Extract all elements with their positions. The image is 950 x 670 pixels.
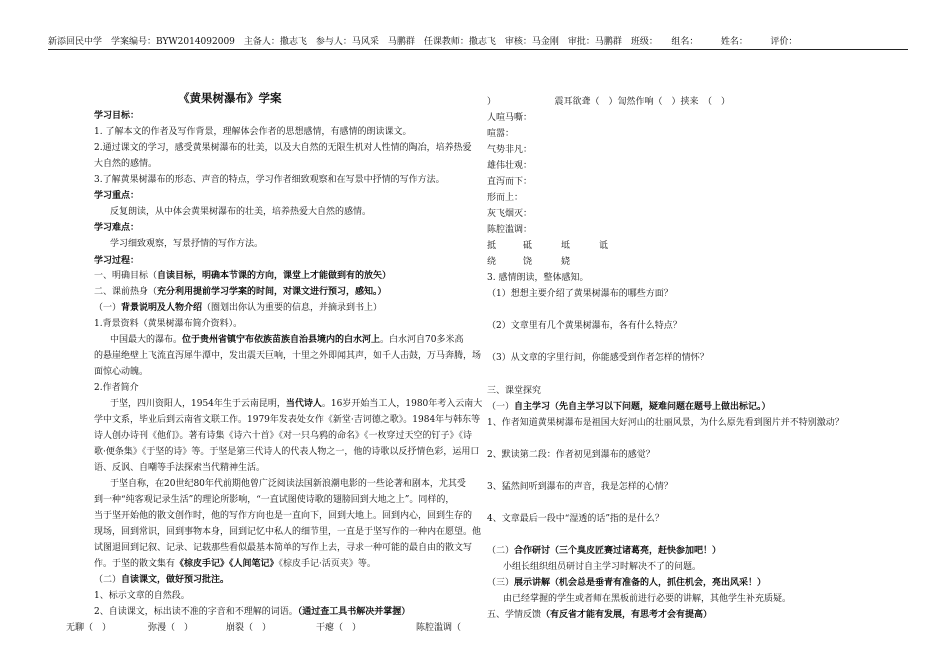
step-2: 二、课前热身（充分利用提前学习学案的时间，对课文进行预习，感知。）: [94, 287, 387, 297]
word-item: 直泻而下：: [487, 177, 533, 187]
char-item: 砥: [523, 241, 533, 251]
reading-q2: （2）文章里有几个黄果树瀑布，各有什么特点？: [487, 321, 682, 331]
vocab-item: 弥漫（ ）: [148, 623, 194, 633]
difficulty-heading: 学习难点：: [94, 223, 140, 233]
vocab-continued: ） 震耳欲聋（ ）訇然作响（ ）挟来 （ ）: [487, 97, 731, 107]
word-item: 喧嚣：: [487, 129, 515, 139]
presentation-heading: （三）展示讲解（机会总是垂青有准备的人，抓住机会，亮出风采！）: [487, 578, 767, 588]
author-line-7: 到一种“纯客观记录生活”的理论所影响，“一直试图使诗歌的翅膀回到大地之上”。同样的，: [94, 495, 455, 505]
author-line-5: 语、反讽、自嘲等手法探索当代精神生活。: [94, 463, 266, 473]
author-line-11: 作。于坚的散文集有《棕皮手记》《人间笔记》《棕皮手记·活页夹》等。: [94, 559, 376, 569]
vocab-item: 干瘪（ ）: [316, 623, 362, 633]
presentation-text: 由已经掌握的学生或者师在黑板前进行必要的讲解，其他学生补充质疑。: [503, 594, 792, 604]
question-3: 3、猛然间听到瀑布的声音，我是怎样的心情？: [487, 482, 673, 492]
char-item: 抵: [487, 241, 497, 251]
author-line-3: 诗人创办诗刊《他们》。著有诗集《诗六十首》《对一只乌鸦的命名》《一枚穿过天空的钉子》《诗: [94, 431, 473, 441]
char-item: 坻: [561, 241, 571, 251]
author-line-10: 试图退回到记叙、记录、记载那些看似最基本简单的写作上去，寻求一种可能的最自由的散文写: [94, 543, 473, 553]
goals-heading: 学习目标：: [94, 111, 140, 121]
author-line-6: 于坚自称，在20世纪80年代前期他曾广泛阅读法国新浪潮电影的一些论著和剧本，尤其受: [110, 479, 466, 489]
goal-2a: 2.通过课文的学习，感受黄果树瀑布的壮美，以及大自然的无限生机对人性情的陶冶，培养热爱: [94, 143, 472, 153]
word-item: 气势非凡：: [487, 145, 533, 155]
process-heading: 学习过程：: [94, 256, 140, 266]
author-line-1: 于坚，四川资阳人，1954年生于云南昆明，当代诗人。16岁开始当工人，1980年考入云南大: [110, 399, 483, 409]
vocab-item: 无聊（ ）: [66, 623, 112, 633]
reading-step: 3. 感情朗读，整体感知。: [487, 273, 589, 283]
section-3-heading: 三、课堂探究: [487, 386, 542, 396]
step-2-1: （一）背景说明及人物介绍（圈划出你认为重要的信息，并摘录到书上）: [94, 303, 383, 313]
background-line-1: 中国最大的瀑布。位于贵州省镇宁布依族苗族自治县境内的白水河上。白水河自70多米高: [110, 335, 464, 345]
step-2-2-2: 2、自读课文，标出读不准的字音和不理解的词语。（通过查工具书解决并掌握）: [94, 607, 411, 617]
word-item: 人喧马嘶：: [487, 113, 533, 123]
author-line-9: 现场，回到常识，回到事物本身，回到记忆中私人的细节里，一直是于坚写作的一种内在愿望。他: [94, 527, 482, 537]
word-item: 陈腔滥调：: [487, 225, 533, 235]
char-item: 诋: [599, 241, 609, 251]
word-item: 形而上：: [487, 193, 524, 203]
char-item: 绕: [487, 257, 497, 267]
author-line-4: 歌·便条集》《于坚的诗》等。于坚是第三代诗人的代表人物之一，他的诗歌以反抒情色彩，运用口: [94, 447, 480, 457]
reading-q3: （3）从文章的字里行间，你能感受到作者怎样的情怀？: [487, 353, 709, 363]
goal-3: 3.了解黄果树瀑布的形态、声音的特点，学习作者细致观察和在写景中抒情的写作方法。: [94, 175, 445, 185]
background-line-2: 的悬崖绝壁上飞流直泻犀牛潭中，发出震天巨响，十里之外即闻其声，如千人击鼓，万马奔腾，场: [94, 351, 482, 361]
vocab-item: 崩裂（ ）: [226, 623, 272, 633]
question-1: 1、作者知道黄果树瀑布是祖国大好河山的壮丽风景，为什么原先看到图片并不特别激动？: [487, 418, 844, 428]
page-header: 新添回民中学 学案编号：BYW2014092009 主备人：撒志飞 参与人：马风采 马鹏群 任课教师：撒志飞 审核：马金刚 审批：马鹏群 班级： 组名： 姓名： 评价：: [48, 34, 908, 50]
cooperation-heading: （二）合作研讨（三个臭皮匠赛过诸葛亮，赶快参加吧！）: [487, 546, 722, 556]
author-line-2: 学中文系，毕业后到云南省文联工作。1979年发表处女作《新堂·吉诃德之歌》。1984年与韩东等: [94, 415, 481, 425]
background-heading: 1.背景资料（黄果树瀑布简介资料）。: [94, 319, 243, 329]
self-study-heading: （一）自主学习（先自主学习以下问题，疑难问题在题号上做出标记。）: [487, 402, 771, 412]
difficulty-text: 学习细致观察，写景抒情的写作方法。: [110, 239, 264, 249]
vocab-item: 陈腔滥调（: [416, 623, 462, 633]
feedback-heading: 五、学情反馈（有反省才能有发展，有思考才会有提高）: [487, 610, 713, 620]
background-line-3: 面惊心动魄。: [94, 367, 149, 377]
reading-q1: （1）想想主要介绍了黄果树瀑布的哪些方面？: [487, 289, 673, 299]
char-item: 娆: [561, 257, 571, 267]
step-2-2: （二）自读课文，做好预习批注。: [94, 575, 230, 585]
key-heading: 学习重点：: [94, 191, 140, 201]
step-1: 一、明确目标（自读目标，明确本节课的方向，课堂上才能做到有的放矢）: [94, 271, 392, 281]
question-4: 4、文章最后一段中“湿透的话”指的是什么？: [487, 514, 664, 524]
goal-2b: 大自然的感情。: [94, 159, 158, 169]
page-title: 《黄果树瀑布》学案: [178, 91, 282, 105]
question-2: 2、默读第二段：作者初见到瀑布的感觉？: [487, 450, 655, 460]
cooperation-text: 小组长组织组员研讨自主学习时解决不了的问题。: [503, 562, 702, 572]
author-line-8: 当于坚开始他的散文创作时，他的写作方向也是一直向下，回到大地上。回到内心，回到生存的: [94, 511, 473, 521]
key-text: 反复朗读，从中体会黄果树瀑布的壮美，培养热爱大自然的感情。: [110, 207, 372, 217]
goal-1: 1. 了解本文的作者及写作背景，理解体会作者的思想感情，有感情的朗读课文。: [94, 127, 412, 137]
step-2-2-1: 1、标示文章的自然段。: [94, 591, 190, 601]
char-item: 饶: [523, 257, 533, 267]
word-item: 灰飞烟灭：: [487, 209, 533, 219]
author-heading: 2.作者简介: [94, 383, 139, 393]
word-item: 雄伟壮观：: [487, 161, 533, 171]
